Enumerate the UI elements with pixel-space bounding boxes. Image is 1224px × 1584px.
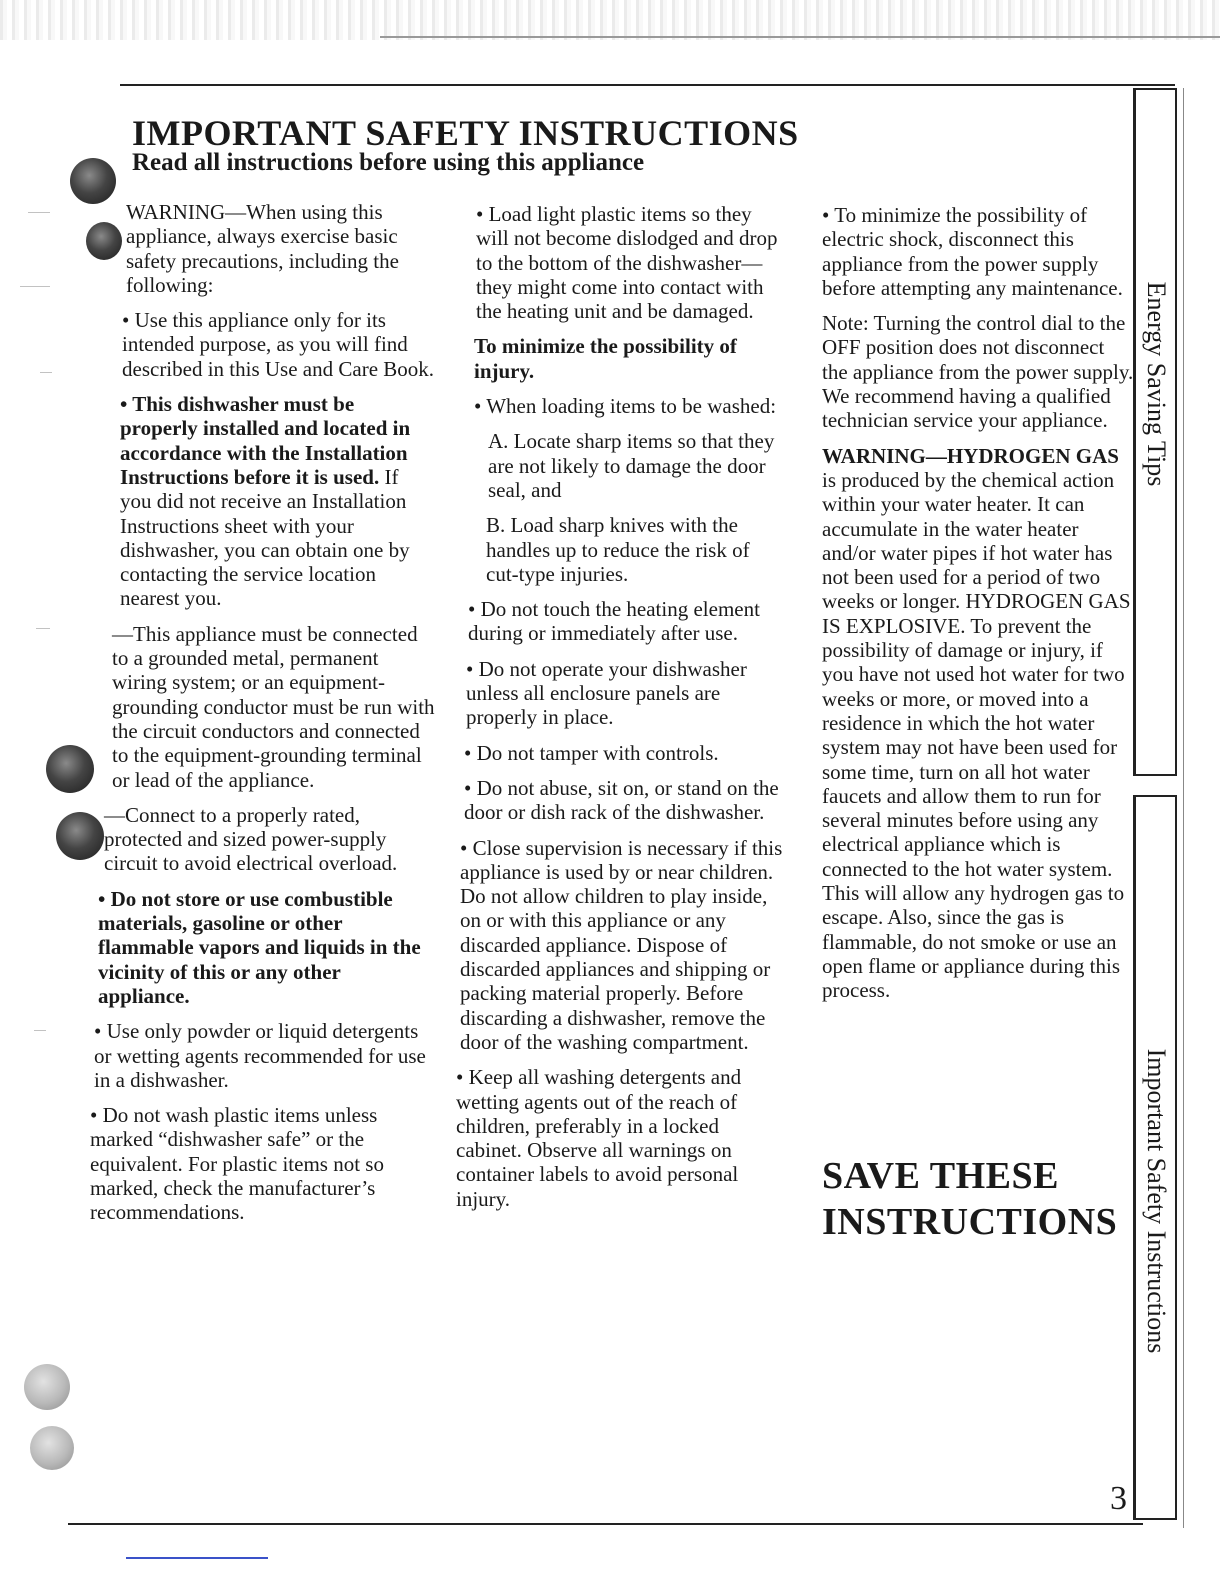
controls-item: • Do not tamper with controls. xyxy=(464,740,719,765)
abuse-item: • Do not abuse, sit on, or stand on the door or dish rack of the dishwasher. xyxy=(464,775,779,825)
column-left xyxy=(90,200,435,1225)
bottom-rule xyxy=(68,1523,1143,1525)
detergents-storage-item: • Keep all washing detergents and wetting agents out of the reach of children, preferably in a locked cabinet. Observe all warnings on container labels to avoid personal injury. xyxy=(456,1065,742,1211)
light-plastic-item: • Load light plastic items so they will not become dislodged and drop to the bottom of the dishwasher—they might come into contact with the heating unit and be damaged. xyxy=(476,202,778,324)
save-line-2: INSTRUCTIONS xyxy=(822,1201,1118,1243)
grounding-item: —This appliance must be connected to a grounded metal, permanent wiring system; or an equipment-grounding conductor must be run with the circuit conductors and connected to the equipment-grounding terminal or lead of the appliance. xyxy=(112,621,435,792)
hydrogen-gas-warning xyxy=(822,444,1134,1003)
children-supervision-item: • Close supervision is necessary if this appliance is used by or near children. Do not allow children to play inside, on or with this appliance or any discarded appliance. Dispose of discarded appliances and shipping or packing material properly. Before discarding a dishwasher, remove the door of the washing compartment. xyxy=(460,835,783,1054)
save-instructions-heading xyxy=(822,1153,1117,1245)
page-edge xyxy=(1177,88,1184,1528)
flammable-warning-item: • Do not store or use combustible materials, gasoline or other flammable vapors and liquids in the vicinity of this or any other appliance. xyxy=(98,886,421,1008)
hydrogen-gas-text-continued: To prevent the possibility of damage or injury, if you have not used hot water for two weeks or more, or moved into a residence in which the hot water system may not have been used for some time, turn on all hot water faucets and allow them to run for several minutes before using any electrical appliance which is connected to the hot water system. This will allow any hydrogen gas to escape. Also, since the gas is flammable, do not smoke or use an open flame or appliance during this process. xyxy=(822,613,1125,1003)
injury-heading: To minimize the possibility of injury. xyxy=(474,334,737,383)
page-subtitle: Read all instructions before using this appliance xyxy=(132,149,645,176)
page-number: 3 xyxy=(1110,1480,1127,1517)
margin-mark xyxy=(36,628,50,629)
hydrogen-explosive-text: HYDROGEN GAS IS EXPLOSIVE. xyxy=(822,589,1131,638)
hydrogen-gas-text: is produced by the chemical action within your water heater. It can accumulate in the water heater and/or water pipes if hot water has not been used for a period of two weeks or longer. xyxy=(822,467,1115,614)
blue-line xyxy=(126,1557,268,1559)
tab-important-safety-instructions-label: Important Safety Instructions xyxy=(1141,1048,1171,1354)
margin-mark xyxy=(34,1030,46,1031)
loading-item: • When loading items to be washed: xyxy=(474,394,777,419)
installation-rest-text: If you did not receive an Installation Instructions sheet with your dishwasher, you can obtain one by contacting the service location nearest you. xyxy=(120,464,410,611)
top-rule xyxy=(120,84,1175,86)
margin-mark xyxy=(40,372,52,373)
binder-hole xyxy=(24,1364,70,1410)
tab-important-safety-instructions[interactable] xyxy=(1133,795,1177,1520)
margin-mark xyxy=(28,212,50,213)
power-supply-item: —Connect to a properly rated, protected and sized power-supply circuit to avoid electrical overload. xyxy=(104,802,398,876)
binder-hole xyxy=(46,745,94,793)
installation-bold-text: • This dishwasher must be properly installed and located in accordance with the Installation Instructions before it is used. xyxy=(120,392,411,489)
control-dial-note: Note: Turning the control dial to the OFF position does not disconnect the appliance from the power supply. We recommend having a qualified technician service your appliance. xyxy=(822,311,1134,433)
scan-edge-line xyxy=(380,36,1220,38)
tab-energy-saving-tips-label: Energy Saving Tips xyxy=(1141,281,1171,487)
tab-energy-saving-tips[interactable] xyxy=(1133,88,1177,776)
binder-hole xyxy=(70,158,116,204)
installation-item xyxy=(90,392,435,611)
detergents-item: • Use only powder or liquid detergents or wetting agents recommended for use in a dishwasher. xyxy=(94,1019,426,1092)
margin-mark xyxy=(20,286,50,287)
plastic-items-item: • Do not wash plastic items unless marked “dishwasher safe” or the equivalent. For plastic items not so marked, check the manufacturer’s recommendations. xyxy=(90,1103,384,1225)
hydrogen-gas-heading: WARNING—HYDROGEN GAS xyxy=(822,443,1119,468)
page-title: IMPORTANT SAFETY INSTRUCTIONS xyxy=(132,113,799,153)
column-right xyxy=(822,203,1134,1003)
heating-element-item: • Do not touch the heating element during or immediately after use. xyxy=(468,597,760,646)
loading-sub-item-a: A. Locate sharp items so that they are not likely to damage the door seal, and xyxy=(488,429,775,502)
binder-hole xyxy=(30,1426,74,1470)
save-line-1: SAVE THESE xyxy=(822,1155,1060,1197)
use-purpose-item: • Use this appliance only for its intended purpose, as you will find described in this Use and Care Book. xyxy=(122,308,435,381)
loading-sub-item-b: B. Load sharp knives with the handles up to reduce the risk of cut-type injuries. xyxy=(486,513,750,586)
electric-shock-item: • To minimize the possibility of electric shock, disconnect this appliance from the power supply before attempting any maintenance. xyxy=(822,203,1123,300)
scan-noise-band xyxy=(0,0,1224,40)
column-middle xyxy=(456,202,786,1211)
warning-paragraph: WARNING—When using this appliance, always exercise basic safety precautions, including the following: xyxy=(126,200,399,297)
enclosure-panels-item: • Do not operate your dishwasher unless all enclosure panels are properly in place. xyxy=(466,656,747,730)
